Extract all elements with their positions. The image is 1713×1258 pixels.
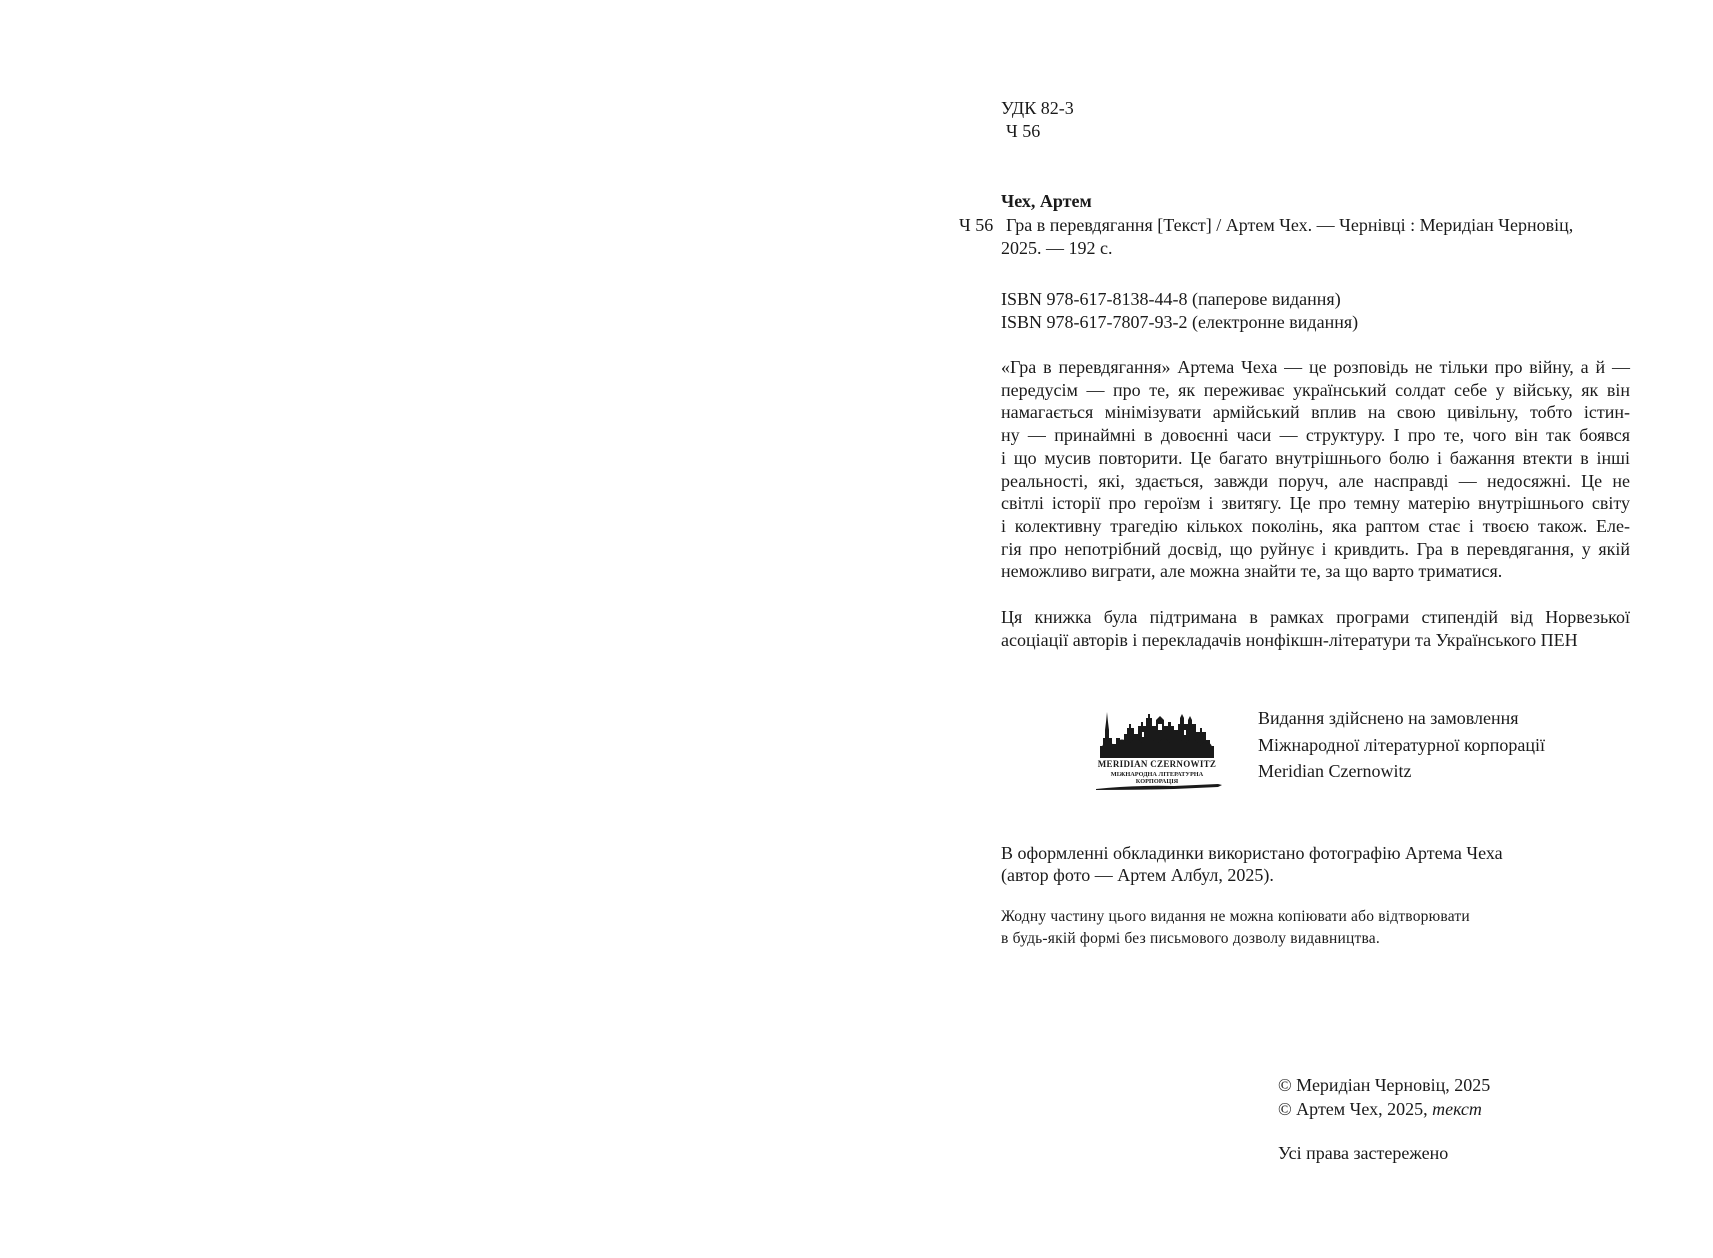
isbn-block [1001,288,1358,334]
publisher-note-line: Міжнародної літературної корпорації [1258,734,1546,755]
logo-sub1: МІЖНАРОДНА ЛІТЕРАТУРНА [1110,771,1204,778]
annotation-line: неможливо виграти, але можна знайти те, за що варто триматися. [1001,561,1503,582]
copyright-author-main: © Артем Чех, 2025, [1278,1098,1433,1119]
copyright-publisher: © Меридіан Черновіц, 2025 [1278,1075,1491,1095]
bibliographic-record [1001,214,1630,260]
bibliographic-line: Гра в перевдягання [Текст] / Артем Чех. — Чернівці : Меридіан Черновіц, [1006,215,1574,235]
meridian-czernowitz-logo [1094,694,1226,794]
cover-note-line: (автор фото — Артем Албул, 2025). [1001,865,1274,885]
udk-block [1001,97,1074,143]
rights-note-line: в будь-якій формі без письмового дозволу видавництва. [1001,930,1380,947]
cover-note-line: В оформленні обкладинки використано фотографію Артема Чеха [1001,843,1503,863]
support-line: Ця книжка була підтримана в рамках програми стипендій від Норвезької [1001,607,1630,627]
author-heading: Чех, Артем [1001,191,1092,211]
annotation-line: гія про непотрібний досвід, що руйнує і кривдить. Гра в перевдягання, у якій [1001,538,1630,559]
bibliographic-line: 2025. — 192 с. [1001,238,1113,258]
margin-author-sign: Ч 56 [959,215,994,235]
logo-sub2: КОРПОРАЦІЯ [1135,778,1179,785]
author-sign: Ч 56 [1006,121,1041,141]
support-note [1001,606,1630,651]
logo-name: MERIDIAN CZERNOWITZ [1097,759,1217,769]
isbn-paper: ISBN 978-617-8138-44-8 (паперове видання) [1001,289,1341,309]
annotation-line: і що мусив повторити. Це багато внутрішнього болю і бажання втекти в інші [1001,447,1630,468]
rights-reserved: Усі права застережено [1278,1143,1449,1163]
annotation-line: реальності, які, здається, завжди поруч, але насправді — недосяжні. Це не [1001,470,1630,491]
udk-code: УДК 82-3 [1001,98,1074,118]
support-line: асоціації авторів і перекладачів нонфікшн-літератури та Українського ПЕН [1001,629,1578,650]
isbn-electronic: ISBN 978-617-7807-93-2 (електронне видання) [1001,312,1359,332]
publisher-note-line: Видання здійснено на замовлення [1258,708,1519,728]
cover-photo-note [1001,842,1503,886]
copyright-author [1278,1098,1490,1122]
annotation-line: передусім — про те, як переживає український солдат себе у війську, як він [1001,379,1630,400]
annotation-line: «Гра в перевдягання» Артема Чеха — це розповідь не тільки про війну, а й — [1001,357,1630,377]
annotation-line: намагається мінімізувати армійський вплив на свою цивільну, тобто істин- [1001,402,1630,423]
publisher-note [1258,705,1545,785]
publisher-note-line: Meridian Czernowitz [1258,761,1412,781]
rights-note [1001,906,1470,950]
annotation [1001,356,1630,583]
copyright-block [1278,1074,1490,1121]
annotation-line: ну — принаймні в довоєнні часи — структуру. І про те, чого він так боявся [1001,425,1630,446]
annotation-line: світлі історії про героїзм і звитягу. Це про темну матерію внутрішнього світу [1001,493,1630,514]
rights-note-line: Жодну частину цього видання не можна копіювати або відтворювати [1001,908,1470,925]
copyright-author-italic: текст [1432,1098,1482,1119]
annotation-line: і колективну трагедію кількох поколінь, яка раптом стає і твоєю також. Еле- [1001,515,1630,536]
